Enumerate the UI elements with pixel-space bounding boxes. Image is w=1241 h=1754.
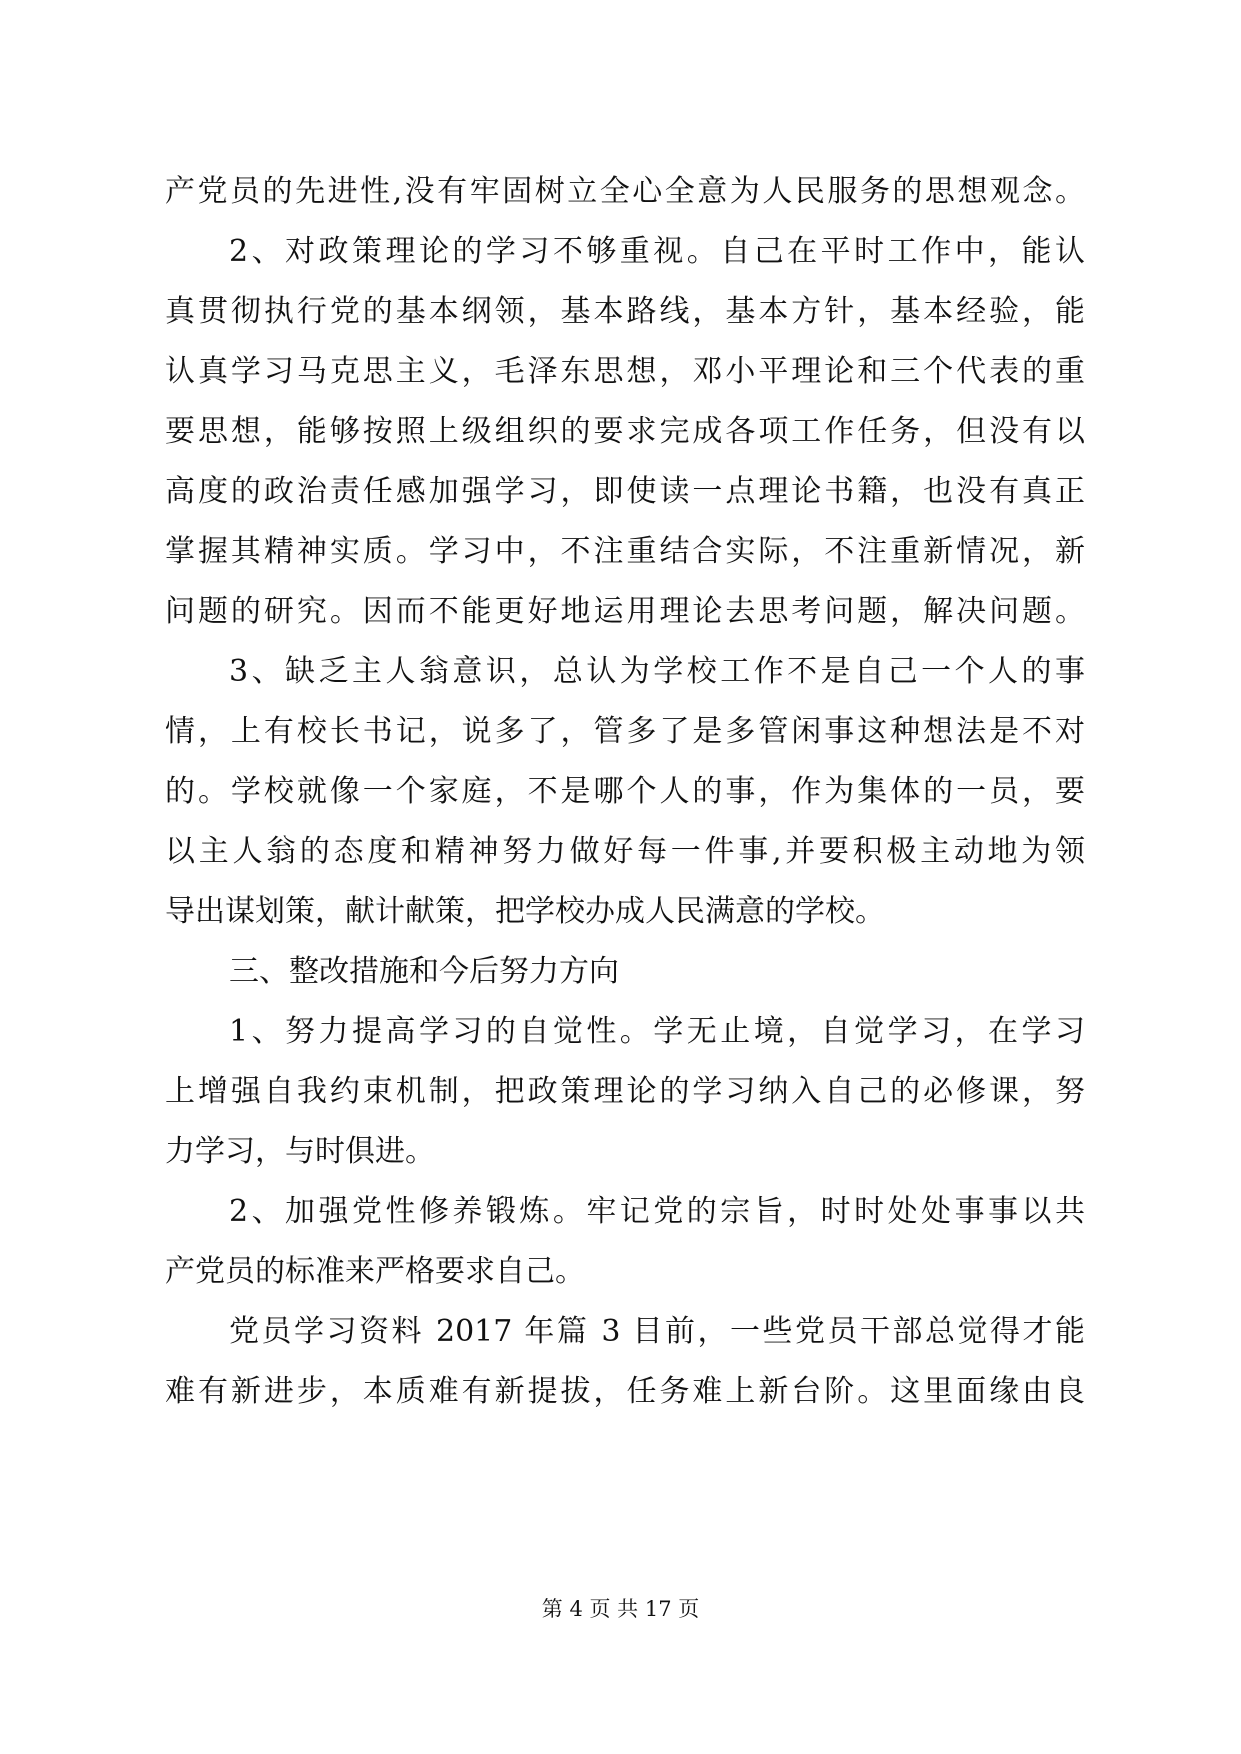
text-line: 产党员的标准来严格要求自己。 (165, 1254, 585, 1289)
text-line: 要思想，能够按照上级组织的要求完成各项工作任务，但没有以 (165, 414, 1085, 449)
page-number-footer: 第 4 页 共 17 页 (541, 1597, 700, 1621)
text-line: 产党员的先进性,没有牢固树立全心全意为人民服务的思想观念。 (165, 174, 1085, 209)
body-text (165, 162, 1085, 1422)
text-line: 以主人翁的态度和精神努力做好每一件事,并要积极主动地为领 (165, 834, 1085, 869)
text-line: 情，上有校长书记，说多了，管多了是多管闲事这种想法是不对 (165, 714, 1085, 749)
text-line: 问题的研究。因而不能更好地运用理论去思考问题，解决问题。 (165, 594, 1085, 629)
text-line: 真贯彻执行党的基本纲领，基本路线，基本方针，基本经验，能 (165, 294, 1085, 329)
text-line: 三、整改措施和今后努力方向 (229, 954, 619, 989)
text-line: 导出谋划策，献计献策，把学校办成人民满意的学校。 (165, 894, 885, 929)
text-line: 的。学校就像一个家庭，不是哪个人的事，作为集体的一员，要 (165, 774, 1085, 809)
text-line: 力学习，与时俱进。 (165, 1134, 435, 1169)
text-line: 2、加强党性修养锻炼。牢记党的宗旨，时时处处事事以共 (229, 1194, 1085, 1229)
text-line: 掌握其精神实质。学习中，不注重结合实际，不注重新情况，新 (165, 534, 1085, 569)
text-line: 上增强自我约束机制，把政策理论的学习纳入自己的必修课，努 (165, 1074, 1085, 1109)
text-line: 3、缺乏主人翁意识，总认为学校工作不是自己一个人的事 (229, 654, 1085, 689)
text-line: 2、对政策理论的学习不够重视。自己在平时工作中，能认 (229, 234, 1085, 269)
text-line: 党员学习资料 2017 年篇 3 目前，一些党员干部总觉得才能 (229, 1314, 1085, 1349)
text-line: 高度的政治责任感加强学习，即使读一点理论书籍，也没有真正 (165, 474, 1085, 509)
text-line: 难有新进步，本质难有新提拔，任务难上新台阶。这里面缘由良 (165, 1374, 1085, 1409)
text-line: 1、努力提高学习的自觉性。学无止境，自觉学习，在学习 (229, 1014, 1085, 1049)
text-line: 认真学习马克思主义，毛泽东思想，邓小平理论和三个代表的重 (165, 354, 1085, 389)
